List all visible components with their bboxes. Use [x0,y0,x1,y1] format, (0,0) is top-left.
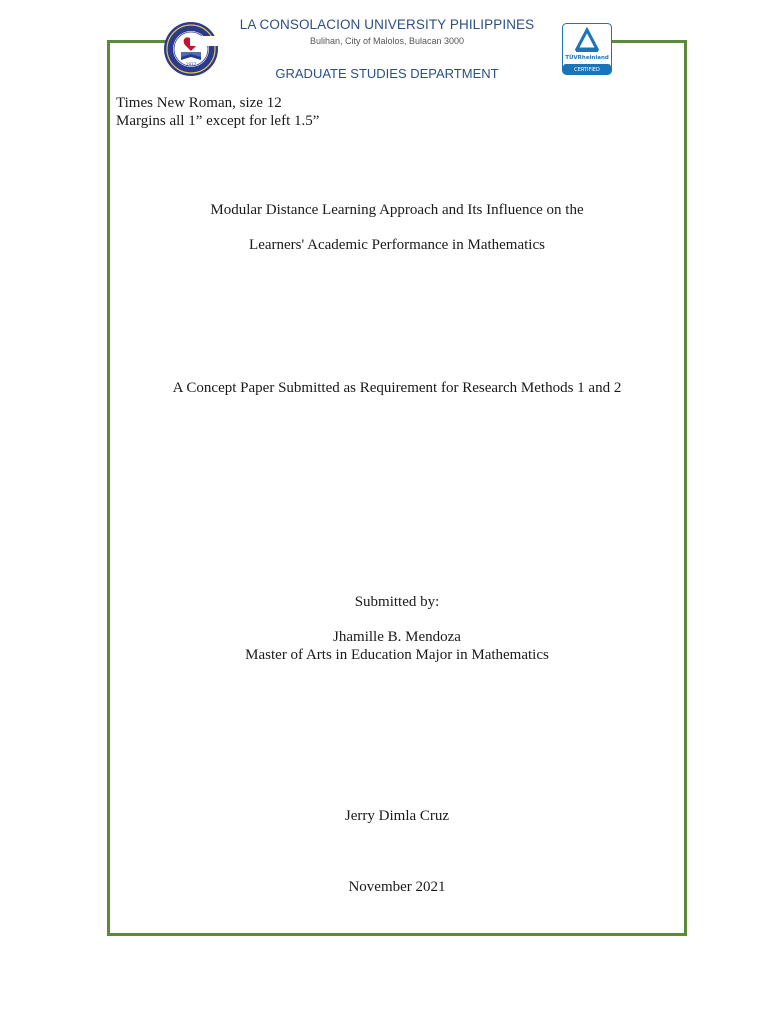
seal-year: 1937 [185,62,197,67]
department-name: GRADUATE STUDIES DEPARTMENT [275,66,499,81]
university-name: LA CONSOLACION UNIVERSITY PHILIPPINES [239,17,535,32]
paper-title-line-1: Modular Distance Learning Approach and Its Influence on the [210,202,584,218]
tuv-certified-badge [562,23,612,75]
author-name: Jhamille B. Mendoza [333,629,461,645]
format-note-font: Times New Roman, size 12 [116,95,282,111]
cert-label: CERTIFIED [574,67,600,73]
paper-title-line-2: Learners' Academic Performance in Mathematics [249,237,545,253]
adviser-name: Jerry Dimla Cruz [344,808,450,824]
submitted-by-label: Submitted by: [354,594,440,610]
format-note-margins: Margins all 1” except for left 1.5” [116,113,320,129]
concept-statement: A Concept Paper Submitted as Requirement for Research Methods 1 and 2 [172,380,622,396]
university-address: Bulihan, City of Malolos, Bulacan 3000 [190,36,584,46]
cert-brand: TÜVRheinland [565,55,609,61]
page-border [107,40,687,936]
author-degree: Master of Arts in Education Major in Mathematics [245,647,549,663]
submission-date: November 2021 [348,879,446,895]
